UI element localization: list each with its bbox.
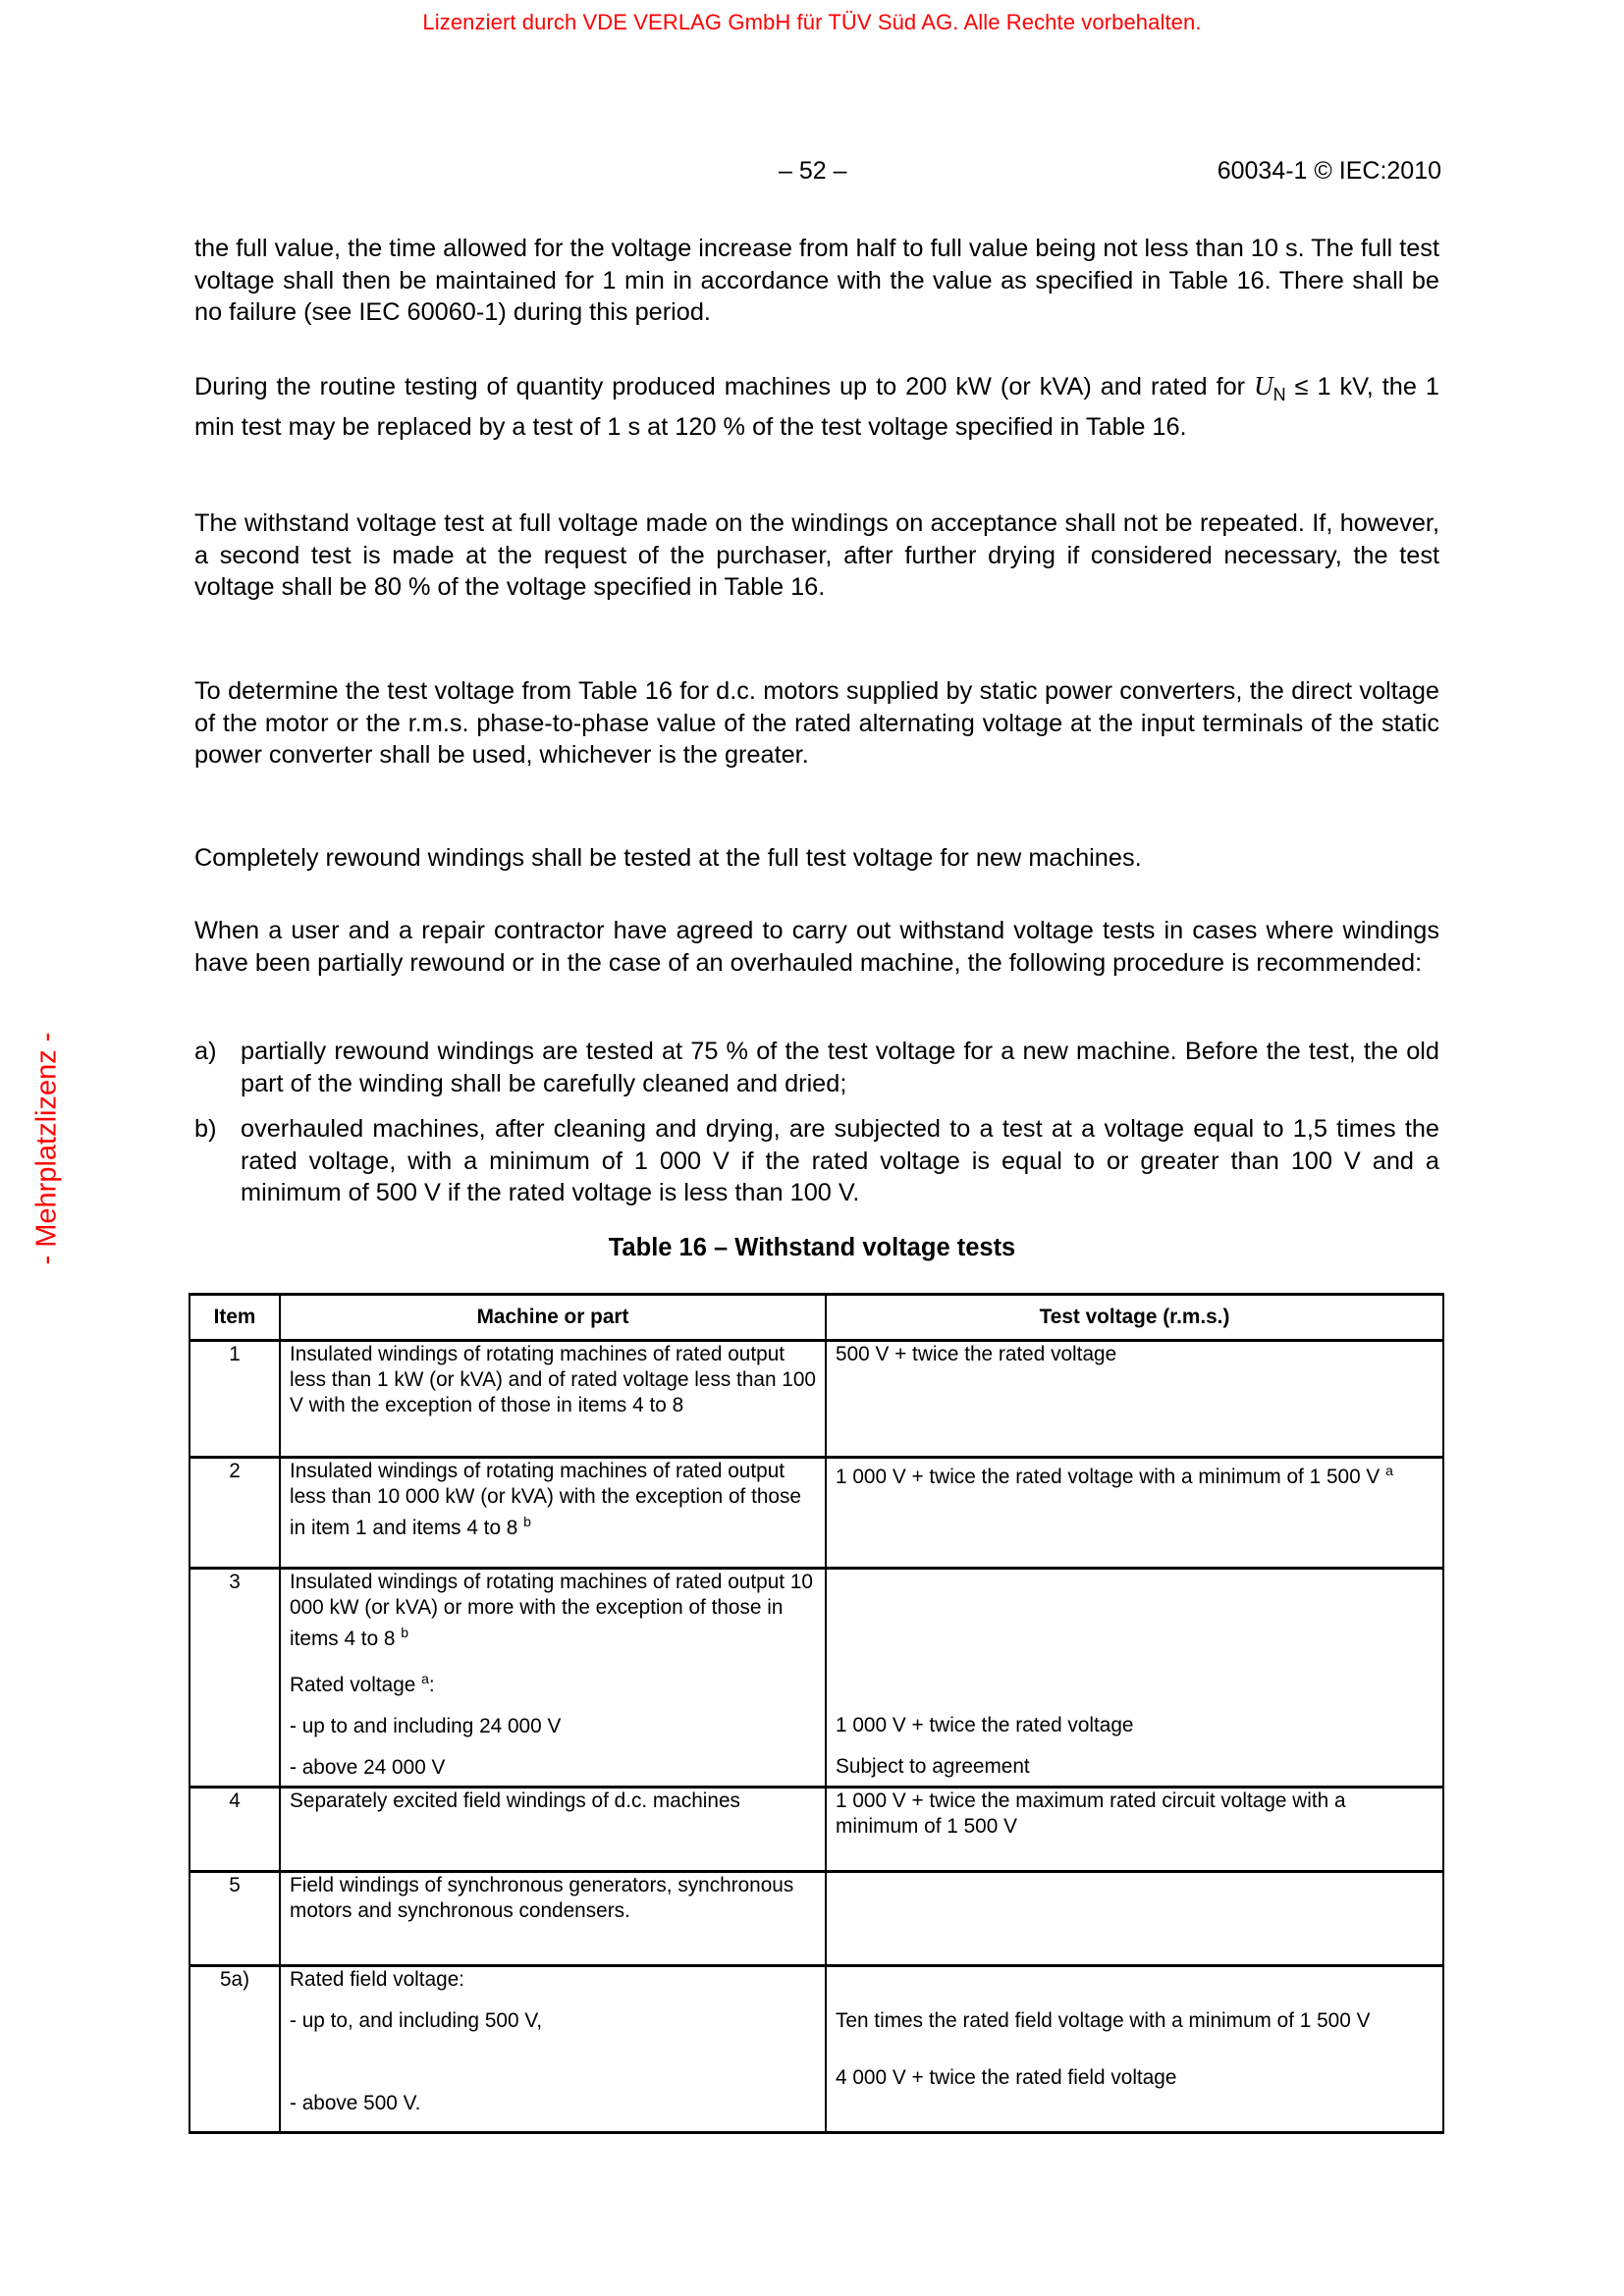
table-row (189, 1569, 1443, 1788)
side-license-watermark: - Mehrplatzlizenz - (30, 1032, 63, 1265)
text-run: ≤ 1 kV, the 1 min test may be replaced by a test of 1 s at 120 % of the test voltage specified in Table 16. (194, 373, 1440, 441)
item-cell: 2 (189, 1458, 280, 1569)
withstand-voltage-table (189, 1293, 1444, 2134)
voltage-cell (826, 1458, 1443, 1569)
sub-voltage: Ten times the rated field voltage with a minimum of 1 500 V (836, 2009, 1371, 2032)
voltage-cell: 500 V + twice the rated voltage (826, 1341, 1443, 1458)
sub-voltage: 1 000 V + twice the rated voltage (836, 1714, 1134, 1737)
list-text: partially rewound windings are tested at 75 % of the test voltage for a new machine. Before the test, the old part of the winding shall be carefully cleaned and dried; (241, 1038, 1439, 1097)
paragraph-text: When a user and a repair contractor have agreed to carry out withstand voltage tests in cases where windings have been partially rewound or in the case of an overhauled machine, the following procedure is recommended: (194, 917, 1439, 977)
sub-voltage: 4 000 V + twice the rated field voltage (836, 2065, 1177, 2089)
paragraph-text: To determine the test voltage from Table 16 for d.c. motors supplied by static power converters, the direct voltage of the motor or the r.m.s. phase-to-phase value of the rated alternating voltage at the input terminals of the static power converter shall be used, whichever is the greater. (194, 677, 1439, 769)
machine-text: Insulated windings of rotating machines of rated output 10 000 kW (or kVA) or more with the exception of those in items 4 to 8 (290, 1571, 813, 1650)
table-row (189, 1788, 1443, 1872)
paragraph (194, 507, 1439, 604)
license-watermark: Lizenziert durch VDE VERLAG GmbH für TÜV Süd AG. Alle Rechte vorbehalten. (422, 10, 1202, 34)
column-header-machine: Machine or part (280, 1295, 826, 1341)
machine-cell: Field windings of synchronous generators, synchronous motors and synchronous condensers. (280, 1872, 826, 1966)
machine-cell: Separately excited field windings of d.c. machines (280, 1788, 826, 1872)
machine-text: Insulated windings of rotating machines of rated output less than 10 000 kW (or kVA) with the exception of those in item 1 and items 4 to 8 (290, 1460, 801, 1539)
voltage-cell (826, 1966, 1443, 2133)
rated-voltage-label (290, 1667, 816, 1698)
paragraph (194, 370, 1439, 443)
machine-cell (280, 1569, 826, 1788)
machine-cell (280, 1458, 826, 1569)
footnote-ref: b (401, 1624, 409, 1640)
paragraph-text: The withstand voltage test at full voltage made on the windings on acceptance shall not be repeated. If, however, a second test is made at the request of the purchaser, after further drying if considered necessary, the test voltage shall be 80 % of the voltage specified in Table 16. (194, 509, 1439, 601)
footnote-ref: a (1385, 1463, 1393, 1478)
item-cell: 5 (189, 1872, 280, 1966)
label-text: Rated voltage (290, 1674, 416, 1697)
rated-voltage-subscript: N (1272, 385, 1286, 404)
column-header-item: Item (189, 1295, 280, 1341)
table-header-row (189, 1295, 1443, 1341)
paragraph-text: the full value, the time allowed for the voltage increase from half to full value being not less than 10 s. The full test voltage shall then be maintained for 1 min in accordance with the value as specified in Table 16. There shall be no failure (see IEC 60060-1) during this period. (194, 235, 1439, 326)
voltage-cell (826, 1569, 1443, 1788)
paragraph (194, 915, 1439, 979)
column-header-voltage: Test voltage (r.m.s.) (826, 1295, 1443, 1341)
item-cell: 3 (189, 1569, 280, 1788)
voltage-cell (826, 1872, 1443, 1966)
voltage-cell: 1 000 V + twice the maximum rated circuit voltage with a minimum of 1 500 V (826, 1788, 1443, 1872)
procedure-list (194, 1036, 1439, 1223)
machine-text: Rated field voltage: (290, 1968, 465, 1991)
table-title: Table 16 – Withstand voltage tests (608, 1234, 1016, 1261)
table-row (189, 1341, 1443, 1458)
item-cell: 5a) (189, 1966, 280, 2133)
list-marker: a) (194, 1038, 217, 1065)
table-row (189, 1458, 1443, 1569)
sub-condition: - above 24 000 V (290, 1755, 446, 1779)
table-row (189, 1966, 1443, 2133)
paragraph (194, 675, 1439, 772)
machine-cell: Insulated windings of rotating machines of rated output less than 1 kW (or kVA) and of rated voltage less than 100 V with the exception of those in items 4 to 8 (280, 1341, 826, 1458)
item-cell: 1 (189, 1341, 280, 1458)
sub-condition: - above 500 V. (290, 2091, 421, 2114)
label-colon: : (428, 1674, 435, 1697)
paragraph-text (194, 370, 1439, 443)
footnote-ref: b (523, 1513, 531, 1529)
paragraph-text: Completely rewound windings shall be tested at the full test voltage for new machines. (194, 844, 1142, 872)
page-number: – 52 – (779, 157, 847, 185)
table-row (189, 1872, 1443, 1966)
machine-cell (280, 1966, 826, 2133)
sub-voltage: Subject to agreement (836, 1755, 1030, 1779)
sub-condition: - up to, and including 500 V, (290, 2008, 543, 2032)
voltage-text: 1 000 V + twice the rated voltage with a minimum of 1 500 V (836, 1466, 1380, 1488)
footnote-ref: a (421, 1671, 429, 1687)
paragraph (194, 842, 1439, 875)
list-item (194, 1113, 1439, 1209)
list-marker: b) (194, 1115, 217, 1143)
item-cell: 4 (189, 1788, 280, 1872)
document-reference: 60034-1 © IEC:2010 (1217, 157, 1441, 185)
list-item (194, 1036, 1439, 1099)
sub-condition: - up to and including 24 000 V (290, 1715, 562, 1738)
rated-voltage-symbol: U (1254, 371, 1273, 400)
paragraph (194, 233, 1439, 329)
list-text: overhauled machines, after cleaning and drying, are subjected to a test at a voltage equal to 1,5 times the rated voltage, with a minimum of 1 000 V if the rated voltage is equal to or greater than 100 V and a minimum of 500 V if the rated voltage is less than 100 V. (241, 1115, 1439, 1206)
text-run: During the routine testing of quantity produced machines up to 200 kW (or kVA) and rated for (194, 373, 1246, 400)
